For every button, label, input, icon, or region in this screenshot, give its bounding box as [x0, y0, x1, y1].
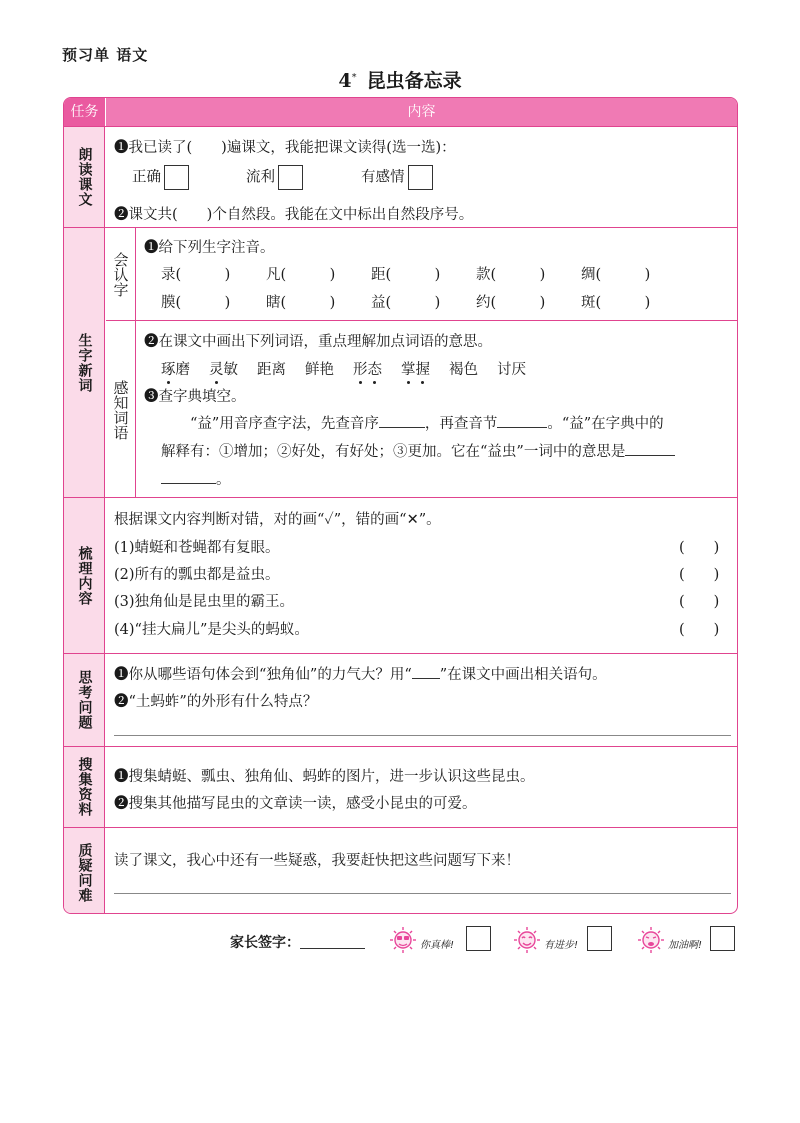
lesson-name: 昆虫备忘录 — [366, 70, 462, 92]
sublabel-perceive: 感知词语 — [106, 321, 136, 498]
section-sort — [64, 497, 737, 653]
answer-line-think[interactable] — [114, 735, 731, 736]
sort-item-4: (4)“挂大扁儿”是尖头的蚂蚁。 — [114, 622, 309, 638]
badge-checkbox-cheer[interactable] — [710, 926, 735, 951]
section-question — [64, 827, 737, 914]
sort-instruction: 根据课文内容判断对错，对的画“✓”，错的画“✕”。 — [114, 512, 441, 528]
emphasis-char: 握 — [415, 362, 430, 378]
section-vocab — [64, 227, 737, 497]
footer: 家长签字： 你真棒! 有进步! 加油啊! — [0, 926, 800, 954]
answer-paren-4[interactable]: ( ) — [679, 622, 720, 638]
pinyin-row-2: 膜( ) 瞎( ) 益( ) 约( ) 斑( ) — [161, 295, 651, 311]
perceive-instruction: ❷在课文中画出下列词语，重点理解加点词语的意思。 — [144, 334, 492, 350]
section-think — [64, 653, 737, 746]
reading-option-correct: 正确 — [132, 165, 189, 190]
collect-item-1: ❶搜集蜻蜓、瓢虫、独角仙、蚂蚱的图片，进一步认识这些昆虫。 — [114, 769, 535, 785]
reading-line-2: ❷课文共( )个自然段。我能在文中标出自然段序号。 — [114, 207, 474, 223]
pinyin-row-1: 录( ) 凡( ) 距( ) 款( ) 绸( ) — [161, 267, 651, 283]
blank-meaning-1[interactable] — [625, 442, 675, 456]
section-collect — [64, 746, 737, 827]
lesson-title — [0, 66, 800, 93]
parent-signature-line[interactable] — [300, 948, 365, 949]
sort-item-1: (1)蜻蜓和苍蝇都有复眼。 — [114, 540, 280, 556]
section-label-reading: 朗读课文 — [64, 127, 105, 227]
section-label-question: 质疑问难 — [64, 828, 105, 914]
emphasis-char: 掌 — [401, 362, 416, 378]
collect-item-2: ❷搜集其他描写昆虫的文章读一读，感受小昆虫的可爱。 — [114, 796, 477, 812]
sun-sunglasses-icon — [388, 926, 418, 954]
sort-item-3: (3)独角仙是昆虫里的霸王。 — [114, 594, 295, 610]
section-label-think: 思考问题 — [64, 654, 105, 746]
badge-checkbox-great[interactable] — [466, 926, 491, 951]
section-label-sort: 梳理内容 — [64, 498, 105, 653]
sublabel-recognize: 会认字 — [106, 228, 136, 321]
answer-paren-3[interactable]: ( ) — [679, 594, 720, 610]
dictionary-line-3: 。 — [161, 468, 231, 489]
perceive-word-list: 琢磨 灵敏 距离 鲜艳 形态 掌握 褐色 讨厌 — [161, 362, 526, 378]
question-prompt: 读了课文，我心中还有一些疑惑，我要赶快把这些问题写下来！ — [114, 853, 520, 869]
checkbox-emotional[interactable] — [408, 165, 433, 190]
parent-signature-label: 家长签字： — [230, 935, 300, 951]
think-question-1: ❶你从哪些语句体会到“独角仙”的力气大？用“ ”在课文中画出相关语句。 — [114, 667, 607, 683]
reading-option-fluent: 流利 — [246, 165, 303, 190]
blank-initial[interactable] — [379, 414, 425, 428]
section-label-vocab: 生字新词 — [64, 228, 105, 497]
sort-item-2: (2)所有的瓢虫都是益虫。 — [114, 567, 280, 583]
column-header-content: 内容 — [106, 98, 737, 126]
think-question-2: ❷“土蚂蚱”的外形有什么特点？ — [114, 694, 318, 710]
blank-meaning-2[interactable] — [161, 470, 216, 484]
emphasis-char: 灵 — [209, 362, 224, 378]
dictionary-line-2: 解释有：①增加；②好处，有好处；③更加。它在“益虫”一词中的意思是 — [161, 440, 675, 461]
badge-checkbox-progress[interactable] — [587, 926, 612, 951]
emphasis-char: 形 — [353, 362, 368, 378]
sun-smile-icon — [512, 926, 542, 954]
emphasis-char: 态 — [367, 362, 382, 378]
recognize-instruction: ❶给下列生字注音。 — [144, 240, 275, 256]
section-reading — [64, 126, 737, 227]
section-label-collect: 搜集资料 — [64, 747, 105, 827]
checkbox-correct[interactable] — [164, 165, 189, 190]
dictionary-line-1: “益”用音序查字法，先查音序 ，再查音节 。“益”在字典中的 — [190, 416, 664, 432]
worksheet-table — [63, 97, 738, 914]
lesson-star-mark: * — [351, 71, 357, 83]
answer-paren-1[interactable]: ( ) — [679, 540, 720, 556]
answer-line-question[interactable] — [114, 893, 731, 894]
worksheet-category: 预习单 语文 — [62, 46, 149, 64]
underline-mark-sample — [412, 665, 440, 679]
reading-line-1: ❶我已读了( )遍课文，我能把课文读得(选一选)： — [114, 140, 456, 156]
sun-cheer-icon — [636, 926, 666, 954]
lesson-number: 4 — [338, 70, 352, 92]
emphasis-char: 琢 — [161, 362, 176, 378]
answer-paren-2[interactable]: ( ) — [679, 567, 720, 583]
dictionary-title: ❸查字典填空。 — [144, 389, 246, 405]
blank-syllable[interactable] — [497, 414, 547, 428]
reading-option-emotional: 有感情 — [361, 165, 433, 190]
column-header-task: 任务 — [64, 98, 105, 126]
checkbox-fluent[interactable] — [278, 165, 303, 190]
